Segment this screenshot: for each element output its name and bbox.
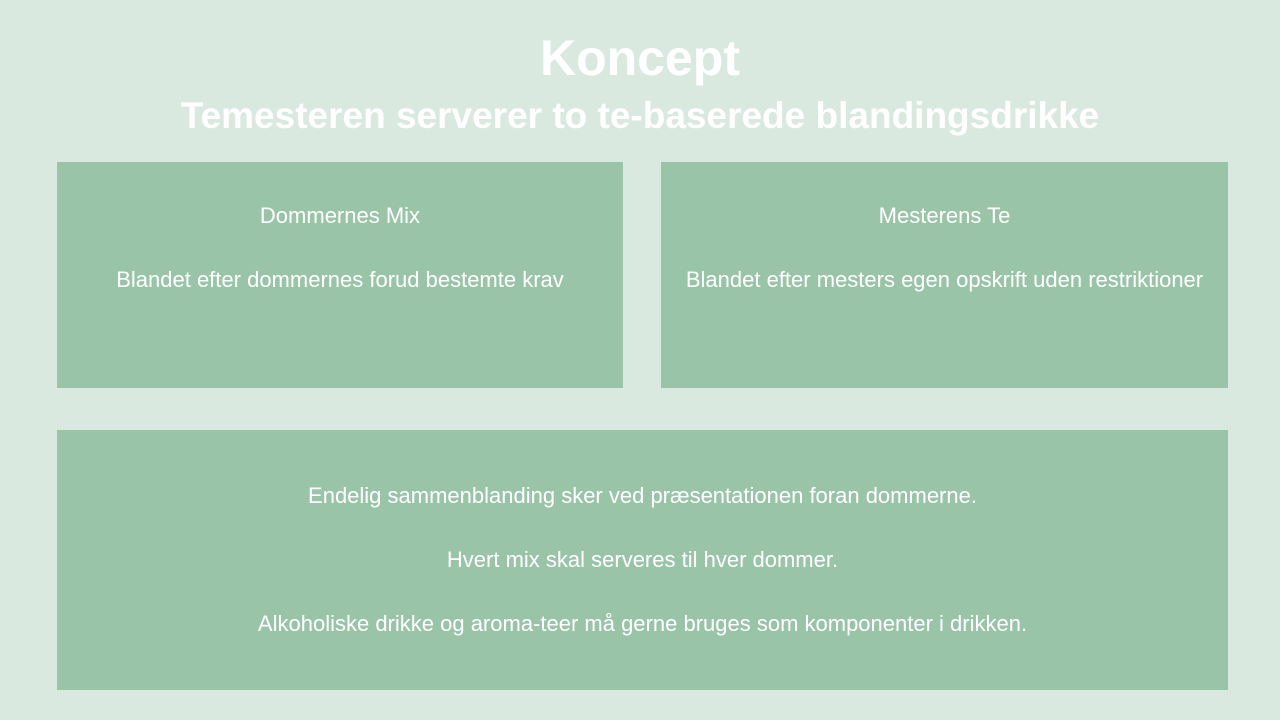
dommernes-mix-box (57, 162, 623, 388)
rules-box (57, 430, 1228, 690)
slide-subtitle: Temesteren serverer to te-baserede blandingsdrikke (180, 95, 1100, 136)
mesterens-te-box (661, 162, 1228, 388)
mesterens-te-heading: Mesterens Te (878, 203, 1011, 228)
rules-line-serving: Hvert mix skal serveres til hver dommer. (446, 547, 839, 572)
mesterens-te-text: Blandet efter mesters egen opskrift uden restriktioner (685, 267, 1204, 292)
rules-line-components: Alkoholiske drikke og aroma-teer må gerne bruges som komponenter i drikken. (257, 611, 1028, 636)
rules-line-final-mixing: Endelig sammenblanding sker ved præsentationen foran dommerne. (308, 483, 977, 508)
dommernes-mix-text: Blandet efter dommernes forud bestemte krav (116, 267, 564, 292)
slide-title: Koncept (540, 30, 740, 86)
dommernes-mix-heading: Dommernes Mix (259, 203, 421, 228)
